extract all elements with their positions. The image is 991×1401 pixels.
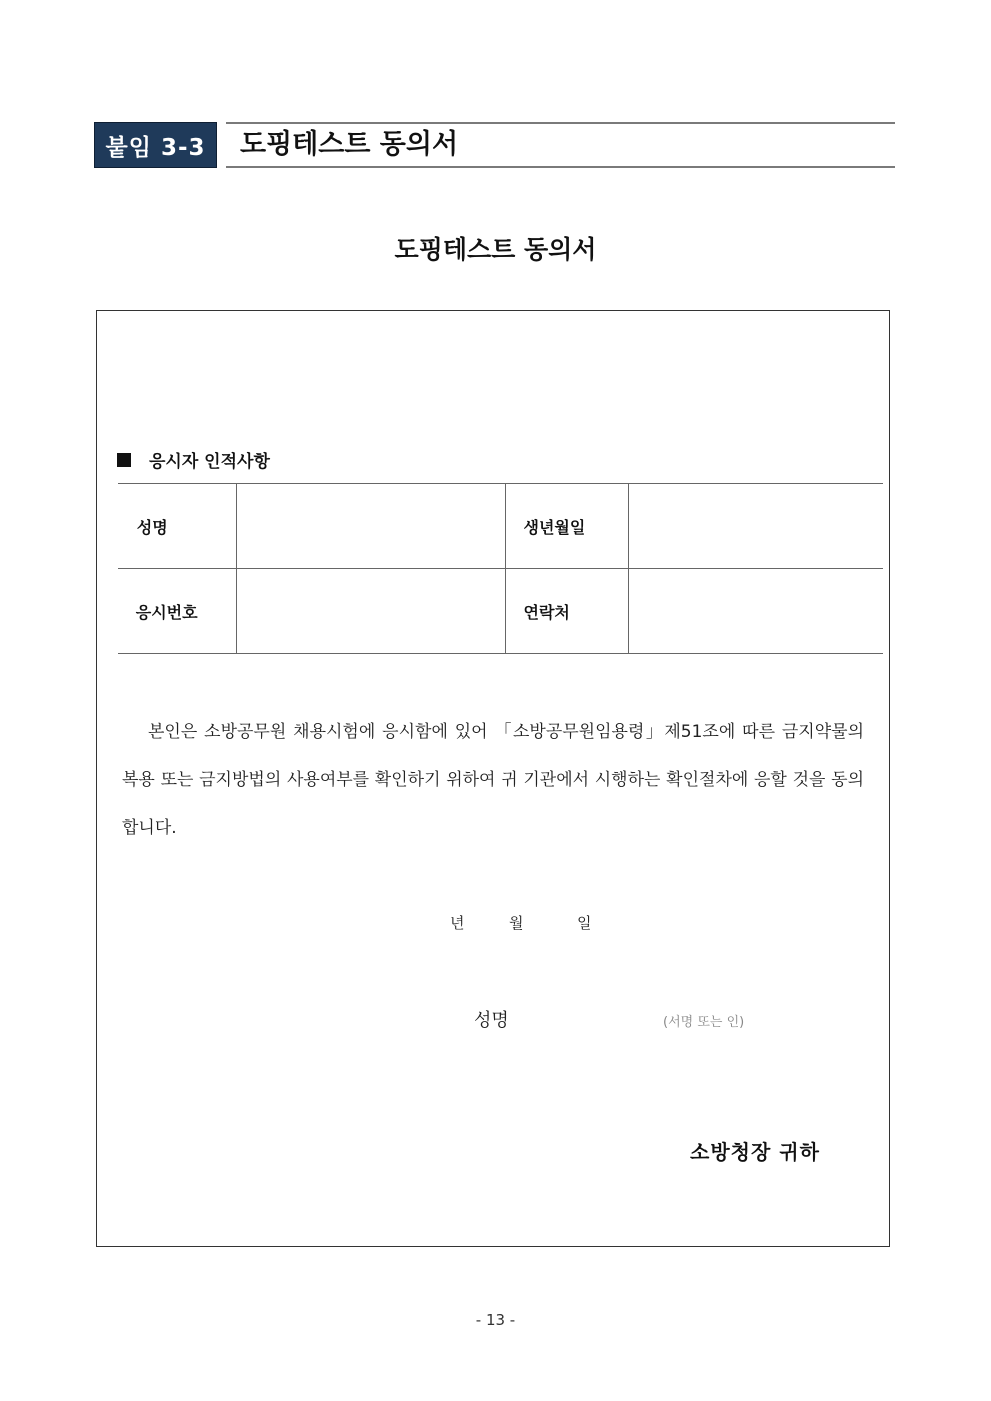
name-label: 성명: [136, 517, 168, 537]
contact-value-cell[interactable]: [628, 569, 883, 654]
birthdate-value-cell[interactable]: [628, 484, 883, 569]
applicant-info-table: [118, 483, 883, 654]
table-row: [118, 484, 883, 569]
section-heading-label: 응시자 인적사항: [149, 452, 270, 472]
appendix-badge: 붙임 3-3: [94, 122, 217, 168]
exam-number-value-cell[interactable]: [236, 569, 505, 654]
signature-note: (서명 또는 인): [663, 1015, 745, 1030]
header-bottom-rule: [226, 166, 895, 168]
date-month-label: 월: [509, 914, 524, 932]
name-label-cell: [118, 484, 236, 569]
section-heading: [117, 447, 270, 472]
addressee: 소방청장 귀하: [690, 1140, 820, 1164]
birthdate-label-cell: [505, 484, 628, 569]
black-square-icon: [117, 453, 131, 467]
birthdate-label: 생년월일: [523, 517, 586, 537]
date-year-label: 년: [450, 914, 465, 932]
table-row: [118, 569, 883, 654]
header-title: 도핑테스트 동의서: [240, 129, 459, 160]
exam-number-label-cell: [118, 569, 236, 654]
date-day-label: 일: [577, 914, 592, 932]
contact-label: 연락처: [523, 602, 570, 622]
consent-statement: 본인은 소방공무원 채용시험에 응시함에 있어 「소방공무원임용령」제51조에 따른 금지약물의 복용 또는 금지방법의 사용여부를 확인하기 위하여 귀 기관에서 시행하는 확인절차에 응할 것을 동의합니다.: [122, 722, 864, 838]
contact-label-cell: [505, 569, 628, 654]
page-number: - 13 -: [475, 1311, 516, 1329]
document-title: 도핑테스트 동의서: [394, 235, 597, 264]
signature-label: 성명: [474, 1010, 509, 1031]
name-value-cell[interactable]: [236, 484, 505, 569]
exam-number-label: 응시번호: [135, 602, 198, 622]
